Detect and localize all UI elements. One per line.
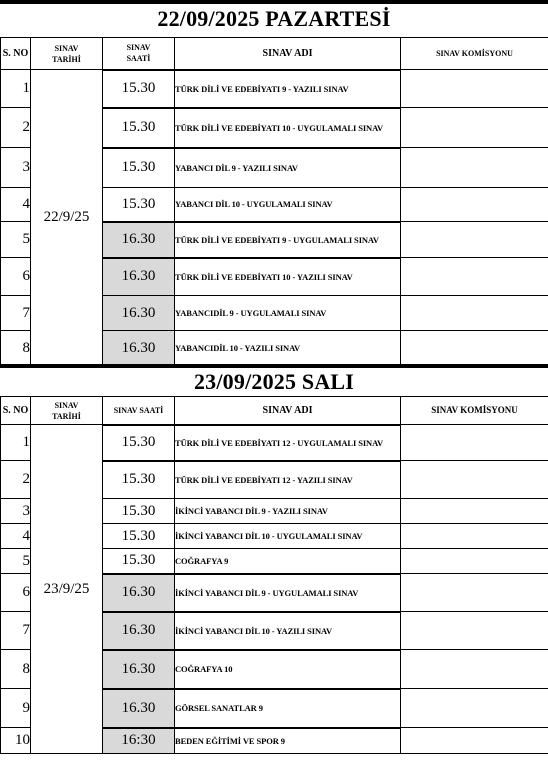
exam-time: 15.30 bbox=[103, 108, 175, 148]
committee-cell bbox=[401, 188, 548, 222]
committee-cell bbox=[401, 70, 548, 108]
header-no: S. NO bbox=[1, 38, 31, 70]
exam-name: TÜRK DİLİ VE EDEBİYATI 9 - UYGULAMALI SINAV bbox=[175, 222, 401, 258]
header-committee: SINAV KOMİSYONU bbox=[401, 397, 548, 425]
row-number: 2 bbox=[1, 461, 31, 499]
exam-date: 22/9/25 bbox=[31, 70, 103, 366]
row-number: 9 bbox=[1, 689, 31, 728]
exam-time: 16:30 bbox=[103, 728, 175, 754]
row-number: 7 bbox=[1, 296, 31, 331]
header-name: SINAV ADI bbox=[175, 38, 401, 70]
top-border bbox=[0, 0, 548, 4]
exam-name: TÜRK DİLİ VE EDEBİYATI 12 - YAZILI SINAV bbox=[175, 461, 401, 499]
row-number: 2 bbox=[1, 108, 31, 148]
exam-time: 15.30 bbox=[103, 524, 175, 549]
exam-time: 16.30 bbox=[103, 296, 175, 331]
row-number: 8 bbox=[1, 331, 31, 366]
exam-time: 15.30 bbox=[103, 425, 175, 461]
committee-cell bbox=[401, 148, 548, 188]
exam-time: 16.30 bbox=[103, 222, 175, 258]
exam-name: TÜRK DİLİ VE EDEBİYATI 10 - UYGULAMALI SINAV bbox=[175, 108, 401, 148]
exam-name: İKİNCİ YABANCI DİL 9 - UYGULAMALI SINAV bbox=[175, 574, 401, 612]
header-name: SINAV ADI bbox=[175, 397, 401, 425]
exam-time: 15.30 bbox=[103, 70, 175, 108]
exam-time: 15.30 bbox=[103, 549, 175, 574]
header-no: S. NO bbox=[1, 397, 31, 425]
exam-name: COĞRAFYA 9 bbox=[175, 549, 401, 574]
row-number: 5 bbox=[1, 222, 31, 258]
exam-name: BEDEN EĞİTİMİ VE SPOR 9 bbox=[175, 728, 401, 754]
exam-name: YABANCIDİL 10 - YAZILI SINAV bbox=[175, 331, 401, 366]
exam-name: TÜRK DİLİ VE EDEBİYATI 10 - YAZILI SINAV bbox=[175, 258, 401, 296]
exam-name: TÜRK DİLİ VE EDEBİYATI 12 - UYGULAMALI SINAV bbox=[175, 425, 401, 461]
exam-time: 16.30 bbox=[103, 689, 175, 728]
row-number: 5 bbox=[1, 549, 31, 574]
committee-cell bbox=[401, 258, 548, 296]
header-date: SINAV TARİHİ bbox=[31, 397, 103, 425]
exam-name: YABANCI DİL 9 - YAZILI SINAV bbox=[175, 148, 401, 188]
row-number: 1 bbox=[1, 70, 31, 108]
exam-time: 16.30 bbox=[103, 331, 175, 366]
exam-name: İKİNCİ YABANCI DİL 10 - UYGULAMALI SINAV bbox=[175, 524, 401, 549]
table-row bbox=[1, 70, 548, 108]
exam-name: İKİNCİ YABANCI DİL 9 - YAZILI SINAV bbox=[175, 499, 401, 524]
exam-name: COĞRAFYA 10 bbox=[175, 650, 401, 689]
committee-cell bbox=[401, 689, 548, 728]
committee-cell bbox=[401, 296, 548, 331]
header-committee: SINAV KOMİSYONU bbox=[401, 38, 548, 70]
row-number: 10 bbox=[1, 728, 31, 754]
row-number: 4 bbox=[1, 188, 31, 222]
section-divider bbox=[0, 364, 548, 368]
committee-cell bbox=[401, 574, 548, 612]
exam-time: 16.30 bbox=[103, 574, 175, 612]
committee-cell bbox=[401, 331, 548, 366]
row-number: 6 bbox=[1, 574, 31, 612]
exam-name: YABANCI DİL 10 - UYGULAMALI SINAV bbox=[175, 188, 401, 222]
exam-name: İKİNCİ YABANCI DİL 10 - YAZILI SINAV bbox=[175, 612, 401, 650]
exam-time: 16.30 bbox=[103, 258, 175, 296]
exam-time: 15.30 bbox=[103, 499, 175, 524]
row-number: 4 bbox=[1, 524, 31, 549]
exam-time: 15.30 bbox=[103, 461, 175, 499]
row-number: 7 bbox=[1, 612, 31, 650]
table-row bbox=[1, 425, 548, 461]
committee-cell bbox=[401, 499, 548, 524]
header-time: SINAV SAATİ bbox=[103, 38, 175, 70]
committee-cell bbox=[401, 425, 548, 461]
committee-cell bbox=[401, 612, 548, 650]
committee-cell bbox=[401, 650, 548, 689]
exam-name: YABANCIDİL 9 - UYGULAMALI SINAV bbox=[175, 296, 401, 331]
header-time: SINAV SAATİ bbox=[103, 397, 175, 425]
row-number: 3 bbox=[1, 148, 31, 188]
header-date: SINAV TARİHİ bbox=[31, 38, 103, 70]
committee-cell bbox=[401, 728, 548, 754]
day-title-1: 22/09/2025 PAZARTESİ bbox=[157, 6, 391, 31]
committee-cell bbox=[401, 222, 548, 258]
exam-time: 15.30 bbox=[103, 148, 175, 188]
committee-cell bbox=[401, 461, 548, 499]
committee-cell bbox=[401, 108, 548, 148]
day-title-2: 23/09/2025 SALI bbox=[193, 369, 355, 394]
schedule-table-2 bbox=[0, 396, 548, 754]
row-number: 1 bbox=[1, 425, 31, 461]
exam-time: 16.30 bbox=[103, 612, 175, 650]
committee-cell bbox=[401, 524, 548, 549]
row-number: 8 bbox=[1, 650, 31, 689]
row-number: 3 bbox=[1, 499, 31, 524]
schedule-table-1 bbox=[0, 37, 548, 366]
row-number: 6 bbox=[1, 258, 31, 296]
exam-name: GÖRSEL SANATLAR 9 bbox=[175, 689, 401, 728]
exam-date: 23/9/25 bbox=[31, 425, 103, 754]
committee-cell bbox=[401, 549, 548, 574]
exam-time: 16.30 bbox=[103, 650, 175, 689]
exam-name: TÜRK DİLİ VE EDEBİYATI 9 - YAZILI SINAV bbox=[175, 70, 401, 108]
exam-time: 15.30 bbox=[103, 188, 175, 222]
